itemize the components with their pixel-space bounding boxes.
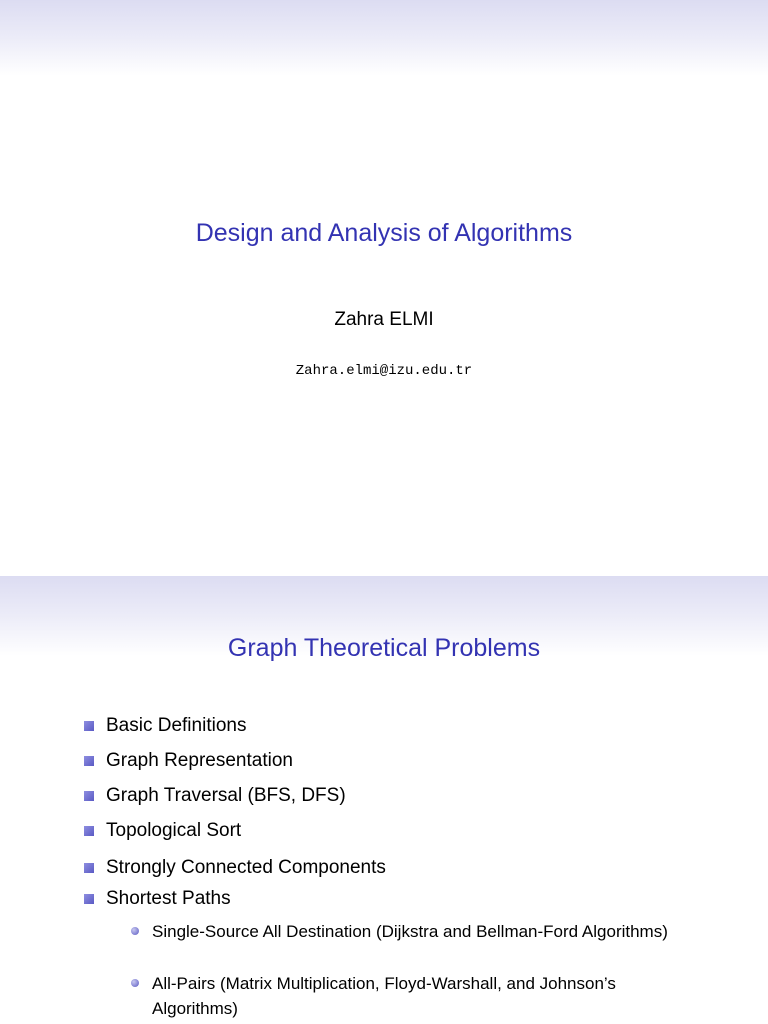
sub-list-item-label: Single-Source All Destination (Dijkstra and Bellman-Ford Algorithms): [152, 922, 668, 941]
sub-list-item: [152, 971, 672, 1021]
list-item: [106, 820, 241, 842]
square-bullet-icon: [84, 863, 94, 873]
list-item: [106, 785, 346, 807]
round-bullet-icon: [131, 927, 139, 935]
author-name: Zahra ELMI: [334, 309, 434, 330]
square-bullet-icon: [84, 721, 94, 731]
sub-list-item-label: All-Pairs (Matrix Multiplication, Floyd-Warshall, and Johnson’s Algorithms): [152, 974, 616, 1018]
author-email: Zahra.elmi@izu.edu.tr: [295, 363, 473, 379]
slide-title: Graph Theoretical Problems: [227, 634, 541, 662]
round-bullet-icon: [131, 979, 139, 987]
list-item: [106, 888, 231, 910]
square-bullet-icon: [84, 756, 94, 766]
square-bullet-icon: [84, 826, 94, 836]
list-item-label: Shortest Paths: [106, 888, 231, 909]
header-band: [0, 0, 768, 76]
square-bullet-icon: [84, 894, 94, 904]
list-item-label: Topological Sort: [106, 820, 242, 841]
list-item: [106, 715, 246, 737]
list-item-label: Graph Representation: [106, 750, 293, 771]
list-item: [106, 750, 293, 772]
list-item-label: Basic Definitions: [106, 715, 247, 736]
list-item-label: Graph Traversal (BFS, DFS): [106, 785, 346, 806]
content-slide: [0, 576, 768, 1024]
presentation-title: Design and Analysis of Algorithms: [195, 219, 573, 247]
square-bullet-icon: [84, 791, 94, 801]
list-item: [106, 857, 386, 879]
sub-list-item: [152, 919, 672, 944]
list-item-label: Strongly Connected Components: [106, 857, 386, 878]
